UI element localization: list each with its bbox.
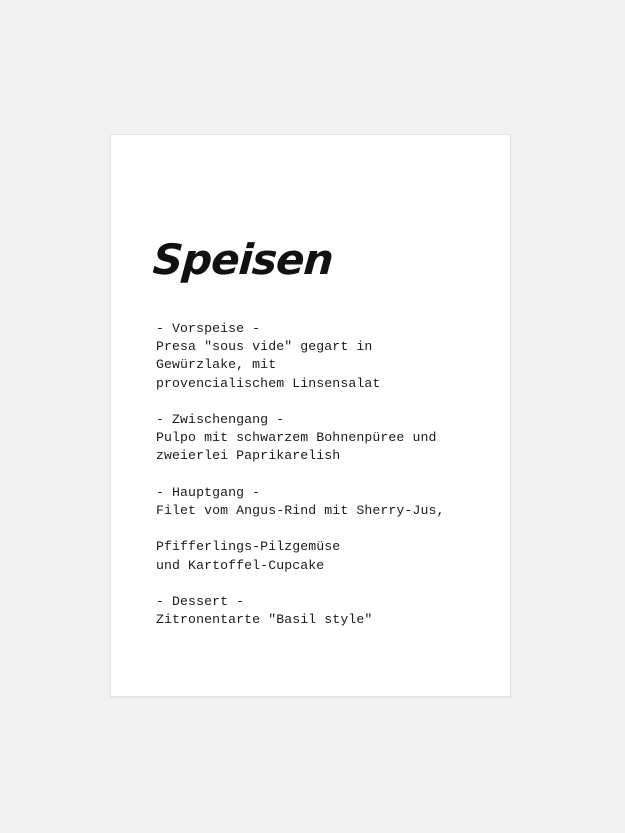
course-line: Gewürzlake, mit: [156, 357, 277, 373]
course-line: Zitronentarte "Basil style": [156, 612, 373, 628]
menu-courses: [156, 320, 501, 648]
course-line: und Kartoffel-Cupcake: [156, 557, 325, 573]
course-heading: - Dessert -: [156, 593, 245, 609]
course-line: provencialischem Linsensalat: [156, 375, 381, 391]
course-dessert: [156, 593, 501, 629]
course-main: [156, 484, 501, 520]
course-main-sides: [156, 538, 501, 574]
course-line: zweierlei Paprikarelish: [156, 448, 341, 464]
course-intermediate: [156, 411, 501, 466]
course-line: Pulpo mit schwarzem Bohnenpüree und: [156, 430, 437, 446]
course-line: Filet vom Angus-Rind mit Sherry-Jus,: [156, 503, 445, 518]
course-starter: [156, 320, 501, 393]
course-line: Pfifferlings-Pilzgemüse: [156, 539, 341, 555]
course-heading: - Vorspeise -: [156, 321, 261, 336]
course-heading: - Zwischengang -: [156, 412, 285, 427]
course-line: Presa "sous vide" gegart in: [156, 339, 373, 355]
course-heading: - Hauptgang -: [156, 484, 261, 500]
menu-card: [110, 134, 511, 697]
menu-title: Speisen: [151, 235, 335, 284]
